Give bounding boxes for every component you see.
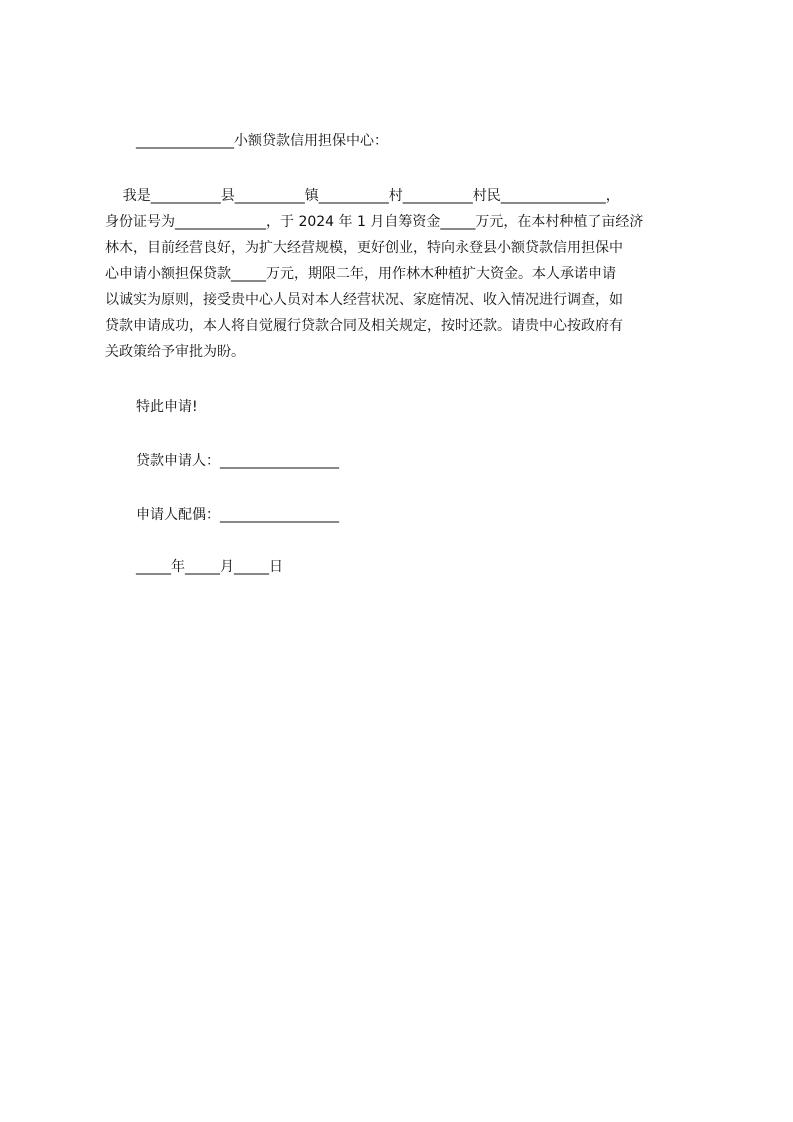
- spouse-signature-line: 申请人配偶：_________________: [136, 507, 339, 523]
- date-line: _____年_____月_____日: [136, 559, 283, 575]
- body-line: 关政策给予审批为盼。: [105, 344, 245, 360]
- addressee-line: ______________小额贷款信用担保中心：: [136, 133, 388, 149]
- body-line: 以诚实为原则，接受贵中心人员对本人经营状况、家庭情况、收入情况进行调查，如: [105, 292, 623, 308]
- body-line: 贷款申请成功，本人将自觉履行贷款合同及相关规定，按时还款。请贵中心按政府有: [105, 318, 623, 334]
- application-body: [105, 183, 699, 365]
- body-line: 我是__________县__________镇__________村__________村民_______________，: [105, 188, 620, 204]
- body-line: 心申请小额担保贷款_____万元，期限二年，用作林木种植扩大资金。本人承诺申请: [105, 266, 616, 282]
- closing-statement: 特此申请!: [136, 399, 198, 415]
- body-line: 林木，目前经营良好，为扩大经营规模，更好创业，特向永登县小额贷款信用担保中: [105, 240, 623, 256]
- applicant-signature-line: 贷款申请人：_________________: [136, 453, 339, 469]
- body-line: 身份证号为_____________，于 2024 年 1 月自筹资金_____万元，在本村种植了亩经济: [105, 214, 644, 230]
